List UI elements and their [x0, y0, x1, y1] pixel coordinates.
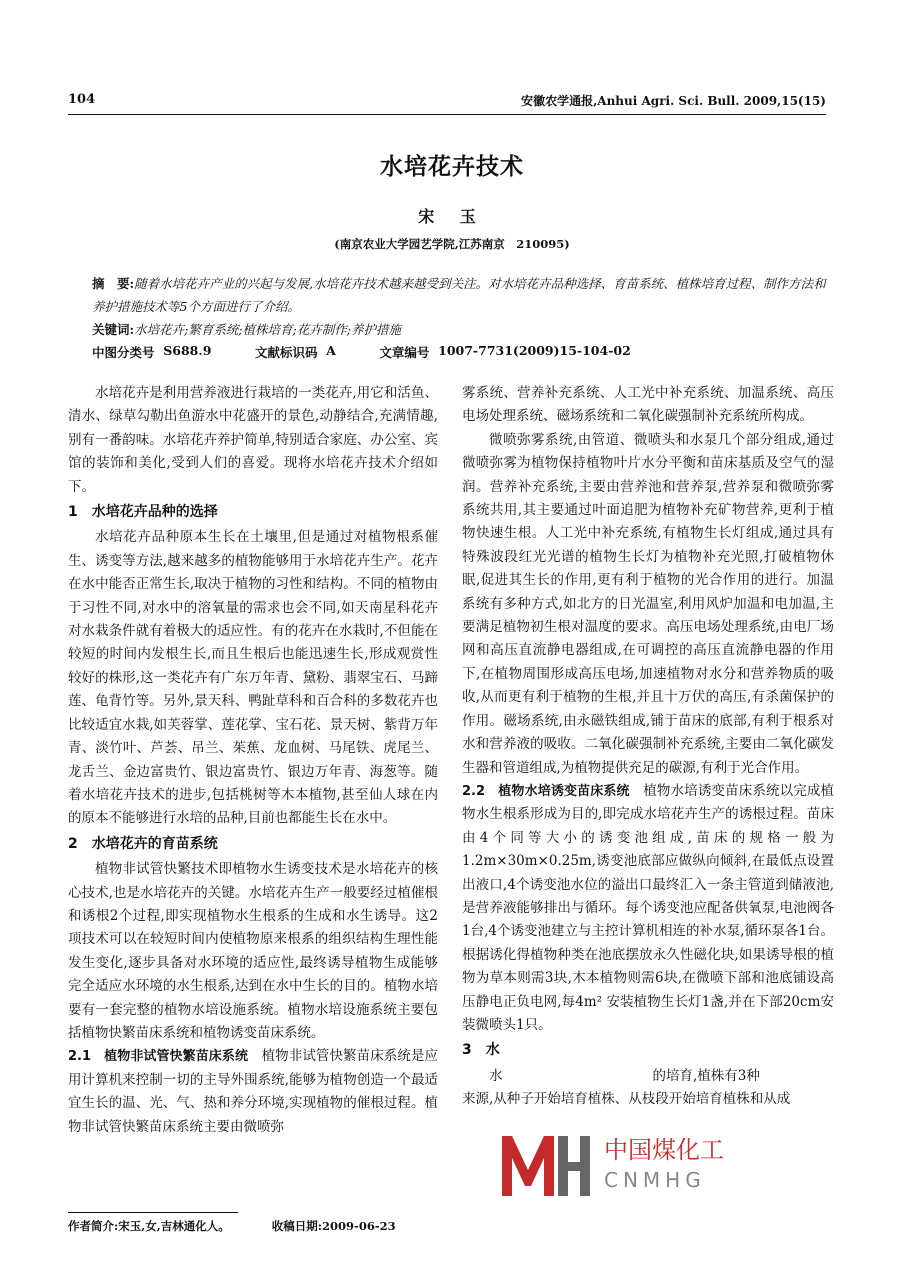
- section-2-2-paragraph: [462, 780, 834, 1037]
- continued-paragraph: 雾系统、营养补充系统、人工光中补充系统、加温系统、高压电场处理系统、磁场系统和二氧化碳强制补充系统所构成。: [462, 385, 834, 425]
- author-bio-label: 作者简介:: [68, 1219, 119, 1233]
- watermark-cn: 中国煤化工: [604, 1136, 724, 1164]
- classification-line: [92, 343, 631, 361]
- section-3-text-a: 水: [489, 1067, 503, 1084]
- received-date: 2009-06-23: [322, 1219, 396, 1233]
- keywords: [92, 320, 401, 338]
- journal-header: 安徽农学通报,Anhui Agri. Sci. Bull. 2009,15(15): [521, 94, 826, 108]
- right-column: [462, 382, 834, 1112]
- keywords-label: 关键词:: [92, 322, 135, 337]
- misting-paragraph: 微喷弥雾系统,由管道、微喷头和水泵几个部分组成,通过微喷弥雾为植物保持植物叶片水分平衡和苗床基质及空气的湿润。营养补充系统,主要由营养池和营养泵,营养泵和微喷弥雾系统共用,其主要通过叶面追肥为植物补充矿物营养,更利于植物快速生根。人工光中补充系统,有植物生长灯组成,通过具有特殊波段红光光谱的植物生长灯为植物补充光照,打破植物休眠,促进其生长的作用,更有利于植物的光合作用的进行。加温系统有多种方式,如北方的日光温室,利用风炉加温和电加温,主要满足植物初生根对温度的要求。高压电场处理系统,由电厂场网和高压直流静电器组成,在可调控的高压直流静电器的作用下,在植物周围形成高压电场,加速植物对水分和营养物质的吸收,从而更有利于植物的生根,并且十万伏的高压,有杀菌保护的作用。磁场系统,由永磁铁组成,铺于苗床的底部,有利于根系对水和营养液的吸收。二氧化碳强制补充系统,主要由二氧化碳发生器和管道组成,为植物提供充足的碳源,有利于光合作用。: [462, 431, 834, 776]
- affiliation: (南京农业大学园艺学院,江苏南京 210095): [334, 237, 570, 251]
- section-3-text-b: 的培育,植株有3种: [652, 1067, 760, 1084]
- article-no-label: 文章编号: [379, 345, 430, 360]
- received-label: 收稿日期:: [271, 1219, 323, 1233]
- paper-title: 水培花卉技术: [380, 153, 524, 180]
- doc-code-value: A: [326, 343, 336, 358]
- footnote-rule: [68, 1212, 238, 1213]
- intro-paragraph: 水培花卉是利用营养液进行栽培的一类花卉,用它和活鱼、清水、绿草勾勒出鱼游水中花盛开的景色,动静结合,充满情趣,别有一番韵味。水培花卉养护简单,特别适合家庭、办公室、宾馆的装饰和美化,受到人们的喜爱。现将水培花卉技术介绍如下。: [68, 385, 438, 495]
- keywords-text: 水培花卉;繁育系统;植株培育;花卉制作;养护措施: [134, 322, 401, 337]
- section-2-2-text: 植物水培诱变苗床系统以完成植物水生根系形成为目的,即完成水培花卉生产的诱根过程。苗床由4个同等大小的诱变池组成,苗床的规格一般为1.2m×30m×0.25m,诱变池底部应做纵向倾斜,在最低点设置出液口,4个诱变池水位的溢出口最终汇入一条主管道到储液池,是营养液能够排出与循环。每个诱变池应配备供氧泵,电池阀各1台,4个诱变池建立与主控计算机相连的补水泵,循环泵各1台。根据诱化得植物种类在池底摆放永久性磁化块,如果诱导根的植物为草本则需3块,木本植物则需6块,在微喷下部和池底铺设高压静电正负电网,每4m² 安装植物生长灯1盏,并在下部20cm安装微喷头1只。: [462, 782, 835, 1033]
- section-1-text: 水培花卉品种原本生长在土壤里,但是通过对植物根系催生、诱变等方法,越来越多的植物能够用于水培花卉生产。花卉在水中能否正常生长,取决于植物的习性和结构。不同的植物由于习性不同,对水中的溶氧量的需求也会不同,如天南星科花卉对水栽条件就有着极大的适应性。有的花卉在水栽时,不但能在较短的时间内发根生长,而且生根后也能迅速生长,形成观赏性较好的株形,这一类花卉有广东万年青、黛粉、翡翠宝石、马蹄莲、龟背竹等。另外,景天科、鸭趾草科和百合科的多数花卉也比较适宜水栽,如芙蓉掌、莲花掌、宝石花、景天树、紫背万年青、淡竹叶、芦荟、吊兰、茱蕉、龙血树、马尾铁、虎尾兰、龙舌兰、金边富贵竹、银边富贵竹、银边万年青、海葱等。随着水培花卉技术的进步,包括桃树等木本植物,甚至仙人球在内的原本不能够进行水培的品种,目前也都能生长在水中。: [68, 529, 438, 827]
- section-2-2-heading: 2.2 植物水培诱变苗床系统: [462, 783, 630, 799]
- left-column: [68, 382, 438, 1139]
- doc-code-label: 文献标识码: [254, 345, 318, 360]
- author-bio-text: 宋玉,女,吉林通化人。: [118, 1219, 230, 1233]
- abstract-label: 摘 要:: [92, 276, 135, 291]
- section-2-1-text: 植物非试管快繁苗床系统是应用计算机来控制一切的主导外围系统,能够为植物创造一个最适宜生长的温、光、气、热和养分环境,实现植物的催根过程。植物非试管快繁苗床系统主要由微喷弥: [68, 1048, 439, 1135]
- watermark-logo-icon: [498, 1130, 594, 1200]
- section-2-1-heading: 2.1 植物非试管快繁苗床系统: [68, 1049, 249, 1065]
- section-3-text-cont: 来源,从种子开始培育植株、从枝段开始培育植株和从成: [462, 1091, 791, 1108]
- author-name: 宋 玉: [418, 207, 486, 226]
- watermark: [498, 1130, 738, 1200]
- header-rule: [68, 114, 826, 115]
- section-1-heading: 1 水培花卉品种的选择: [68, 504, 218, 521]
- article-no-value: 1007-7731(2009)15-104-02: [438, 343, 631, 358]
- abstract-text: 随着水培花卉产业的兴起与发展,水培花卉技术越来越受到关注。对水培花卉品种选择、育苗系统、植株培育过程、制作方法和养护措施技术等5个方面进行了介绍。: [92, 276, 826, 314]
- abstract: [92, 272, 827, 318]
- section-2-heading: 2 水培花卉的育苗系统: [68, 835, 218, 852]
- clc-value: S688.9: [163, 343, 212, 358]
- section-3-text: [462, 1065, 834, 1088]
- section-2-text: 植物非试管快繁技术即植物水生诱变技术是水培花卉的核心技术,也是水培花卉的关键。水培花卉生产一般要经过植催根和诱根2个过程,即实现植物水生根系的生成和水生诱导。这2项技术可以在较短时间内使植物原来根系的组织结构生理性能发生变化,逐步具备对水环境的适应性,最终诱导植物生成能够完全适应水环境的水生根系,达到在水中生长的目的。植物水培要有一套完整的植物水培设施系统。植物水培设施系统主要包括植物快繁苗床系统和植物诱变苗床系统。: [68, 861, 438, 1041]
- clc-label: 中图分类号: [92, 345, 155, 360]
- page-number: 104: [68, 92, 96, 107]
- section-2-1-paragraph: [68, 1045, 438, 1139]
- watermark-en: CNMHG: [604, 1168, 706, 1192]
- footnote: [68, 1218, 396, 1234]
- section-3-heading: 3 水: [462, 1042, 500, 1059]
